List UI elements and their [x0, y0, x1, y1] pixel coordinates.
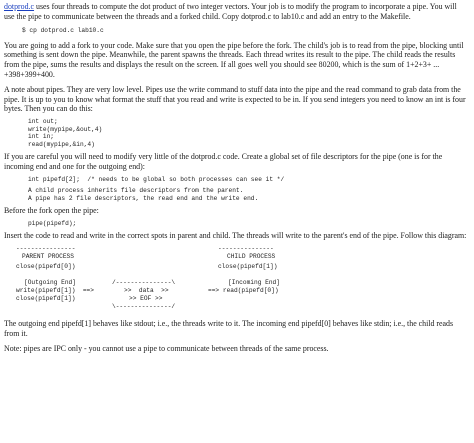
- outgoing-end-label: [Outgoing End]: [24, 279, 76, 287]
- insert-code-paragraph: Insert the code to read and write in the correct spots in parent and child. The threads will write to the parent's end of the pipe. Follow this diagram:: [4, 231, 467, 241]
- parent-close-read: close(pipefd[0]): [16, 263, 76, 271]
- code-line: int in;: [28, 133, 54, 141]
- outgoing-end-paragraph: The outgoing end pipefd[1] behaves like stdout; i.e., the threads write to it. The incoming end pipefd[0] behaves like stdin; i.e., the child reads from it.: [4, 319, 454, 338]
- child-rule: ---------------: [218, 245, 274, 253]
- comment-line: A child process inherits file descriptors from the parent.: [28, 187, 244, 195]
- ipc-note-paragraph: Note: pipes are IPC only - you cannot use a pipe to communicate between threads of the same process.: [4, 344, 329, 354]
- code-line: int out;: [28, 117, 58, 125]
- pipe-bottom-border: \---------------/: [112, 303, 176, 311]
- intro-text: uses four threads to compute the dot product of two integer vectors. Your job is to modify the program to incorporate a pipe. You will use the pipe to communicate between the threads and a forked child. Copy dotprod.c to lab10.c and add an entry to the Makefile.: [4, 2, 457, 21]
- pipe-eof-flow: >> EOF >>: [129, 295, 163, 303]
- copy-command: $ cp dotprod.c lab10.c: [22, 27, 104, 35]
- global-fd-code: int pipefd[2]; /* needs to be global so both processes can see it */: [28, 175, 285, 183]
- pipe-data-flow: >> data >>: [124, 287, 169, 295]
- pipe-diagram: [12, 245, 468, 333]
- parent-rule: ----------------: [16, 245, 76, 253]
- before-fork-paragraph: Before the fork open the pipe:: [4, 206, 99, 216]
- child-process-title: CHILD PROCESS: [227, 253, 276, 261]
- global-fd-paragraph: If you are careful you will need to modify very little of the dotprod.c code. Create a global set of file descriptors for the pipe (one is for the incoming end and one for the outgoing end):: [4, 152, 443, 171]
- code-line: write(mypipe,&out,4): [28, 125, 103, 133]
- read-write-code-block: [4, 118, 468, 148]
- child-close-write: close(pipefd[1]): [218, 263, 278, 271]
- child-read-line: ==> read(pipefd[0]): [208, 287, 279, 295]
- parent-process-title: PARENT PROCESS: [22, 253, 74, 261]
- dotprod-link[interactable]: dotprod.c: [4, 2, 35, 11]
- pipes-note-paragraph: A note about pipes. They are very low level. Pipes use the write command to stuff data into the pipe and the read command to grab data from the pipe. It is up to you to know what format the stuff that you read and write is expected to be in. If you send integers you need to know an int is four bytes. Then you can do this:: [4, 85, 466, 114]
- parent-write-line: write(pipefd[1]) ==>: [16, 287, 94, 295]
- incoming-end-label: [Incoming End]: [228, 279, 280, 287]
- pipe-call-code: pipe(pipefd);: [28, 219, 77, 227]
- fork-paragraph: You are going to add a fork to your code. Make sure that you open the pipe before the fork. The child's job is to read from the pipe, blocking until something is sent down the pipe. Meanwhile, the parent spawns the threads. Each thread writes its result to the pipe. The child reads the results from the pipe, sums the results and displays the result on the screen. If all goes well you should see 80200, which is the sum of 1+2+3+ ... +398+399+400.: [4, 40, 464, 79]
- code-line: read(mypipe,&in,4): [28, 140, 95, 148]
- parent-close-write: close(pipefd[1]): [16, 295, 76, 303]
- inherit-comment-block: [4, 187, 468, 202]
- pipe-top-border: /---------------\: [112, 279, 176, 287]
- comment-line: A pipe has 2 file descriptors, the read end and the write end.: [28, 194, 259, 202]
- intro-paragraph: [4, 2, 468, 21]
